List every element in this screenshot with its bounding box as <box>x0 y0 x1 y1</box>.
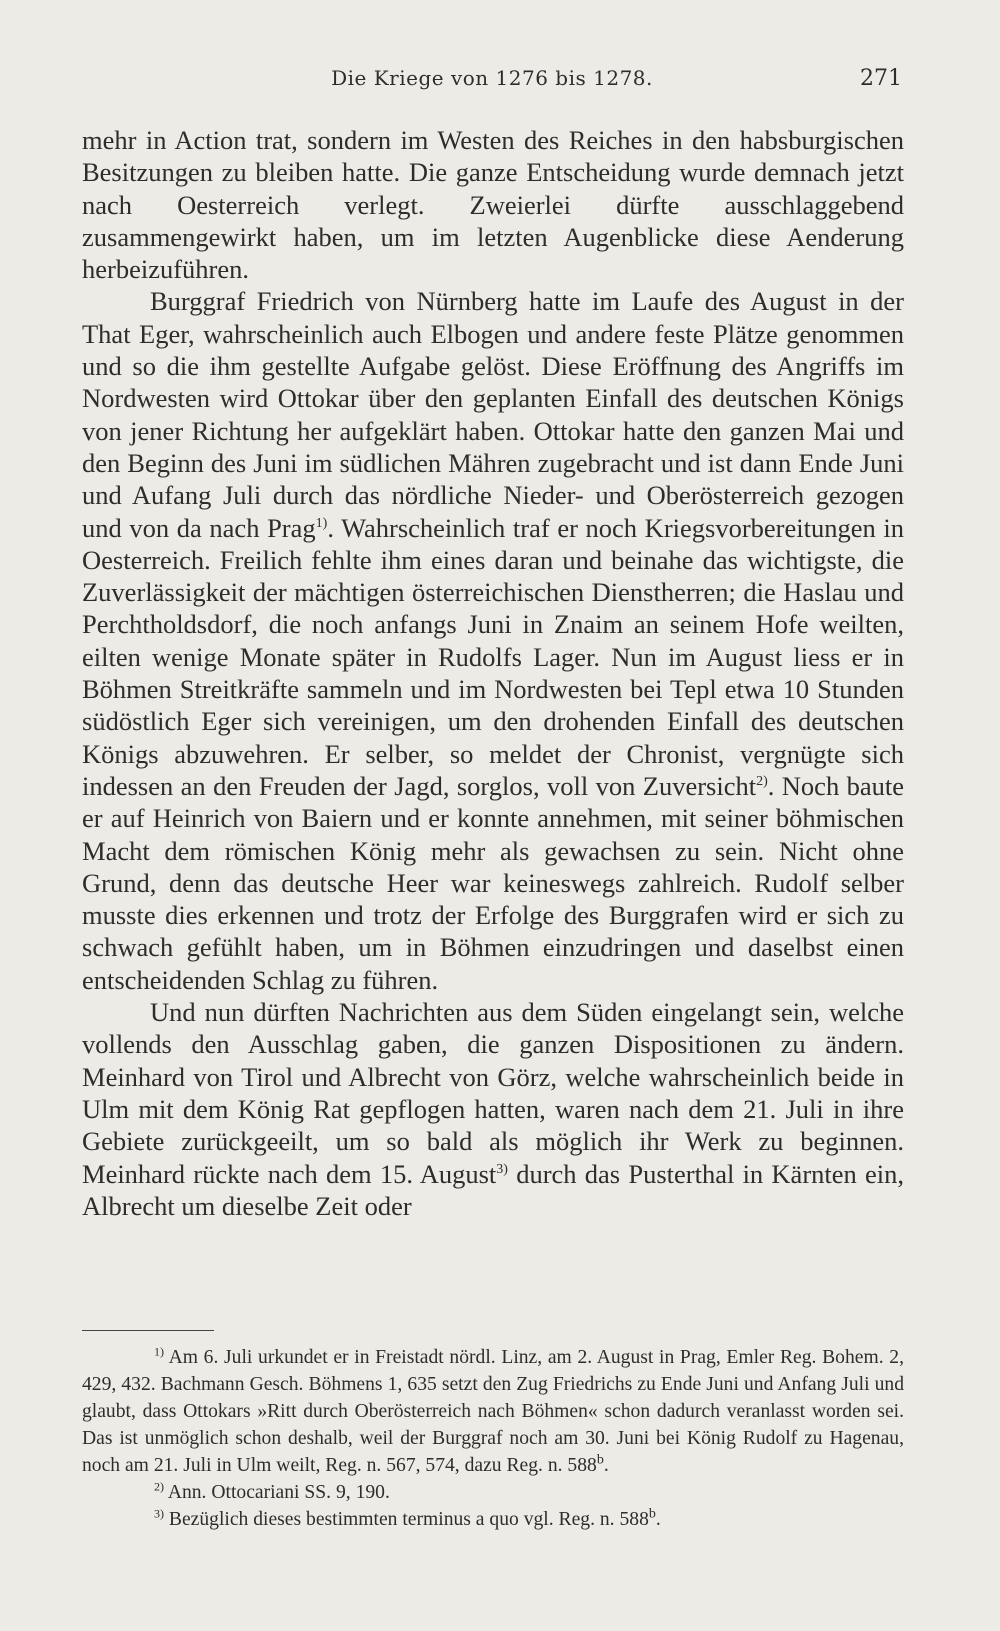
footnotes <box>82 1344 904 1533</box>
footnote-2 <box>82 1479 904 1506</box>
body-text <box>82 124 904 1222</box>
paragraph-2-part-b: . Wahrscheinlich traf er noch Kriegsvorbereitungen in Oesterreich. Freilich fehlte ihm eines daran und beinahe das wichtigste, die Zuverlässigkeit der mächtigen österreichischen Dienstherren; die Haslau und Perchtholdsdorf, die noch anfangs Juni in Znaim an seinem Hofe weilten, eilten wenige Monate später in Rudolfs Lager. Nun im August liess er in Böhmen Streitkräfte sammeln und im Nordwesten bei Tepl etwa 10 Stunden südöstlich Eger sich vereinigen, um den drohenden Einfall des deutschen Königs abzuwehren. Er selber, so meldet der Chronist, vergnügte sich indessen an den Freuden der Jagd, sorglos, voll von Zuversicht <box>82 512 904 801</box>
footnote-2-marker: 2) <box>154 1479 164 1494</box>
footnote-2-text: Ann. Ottocariani SS. 9, 190. <box>164 1482 390 1503</box>
footnote-ref-3: 3) <box>496 1161 508 1177</box>
page-header <box>82 66 902 98</box>
footnote-ref-2: 2) <box>756 774 768 790</box>
paragraph-2-part-c: . Noch baute er auf Heinrich von Baiern und er konnte annehmen, mit seiner böhmischen Macht dem römischen König mehr als gewachsen zu sein. Nicht ohne Grund, denn das deutsche Heer war keineswegs zahlreich. Rudolf selber musste dies erkennen und trotz der Erfolge des Burggrafen wird er sich zu schwach gefühlt haben, um in Böhmen einzudringen und daselbst einen entscheidenden Schlag zu führen. <box>82 770 904 995</box>
running-title: Die Kriege von 1276 bis 1278. <box>331 66 653 90</box>
paragraph-3 <box>82 996 904 1222</box>
paragraph-3-part-a: Und nun dürften Nachrichten aus dem Süden eingelangt sein, welche vollends den Ausschlag gaben, die ganzen Dispositionen zu ändern. Meinhard von Tirol und Albrecht von Görz, welche wahrscheinlich beide in Ulm mit dem König Rat gepflogen hatten, waren nach dem 21. Juli in ihre Gebiete zurückgeeilt, um so bald als möglich ihr Werk zu beginnen. Meinhard rückte nach dem 15. August <box>82 997 904 1189</box>
footnote-3-end: . <box>655 1509 661 1530</box>
footnote-3-superscript: b <box>648 1506 656 1522</box>
paragraph-3-part-b: durch das Pusterthal in Kärnten ein, Albrecht um dieselbe Zeit oder <box>82 1158 905 1221</box>
footnote-1 <box>82 1344 904 1479</box>
footnote-1-end: . <box>603 1455 609 1476</box>
footnote-1-text: Am 6. Juli urkundet er in Freistadt nördl. Linz, am 2. August in Prag, Emler Reg. Bohem. 2, 429, 432. Bachmann Gesch. Böhmens 1, 635 setzt den Zug Friedrichs zu Ende Juni und Anfang Juli und glaubt, dass Ottokars »Ritt durch Oberösterreich nach Böhmen« schon dadurch veranlasst worden sei. Das ist unmöglich schon deshalb, weil der Burggraf noch am 30. Juni bei König Rudolf zu Hagenau, noch am 21. Juli in Ulm weilt, Reg. n. 567, 574, dazu Reg. n. 588 <box>82 1347 904 1476</box>
footnote-3-marker: 3) <box>154 1506 164 1521</box>
footnote-1-superscript: b <box>596 1452 604 1468</box>
footnote-ref-1: 1) <box>315 515 328 531</box>
page-number: 271 <box>860 66 902 91</box>
footnote-divider <box>82 1330 214 1331</box>
footnote-1-marker: 1) <box>154 1344 164 1359</box>
footnote-3 <box>82 1506 904 1533</box>
paragraph-1: mehr in Action trat, sondern im Westen des Reiches in den habsburgischen Besitzungen zu bleiben hatte. Die ganze Entscheidung wurde demnach jetzt nach Oesterreich verlegt. Zweierlei dürfte ausschlaggebend zusammengewirkt haben, um im letzten Augenblicke diese Aenderung herbeizuführen. <box>82 125 904 285</box>
paragraph-2 <box>82 285 904 996</box>
paragraph-2-part-a: Burggraf Friedrich von Nürnberg hatte im Laufe des August in der That Eger, wahrscheinlich auch Elbogen und andere feste Plätze genommen und so die ihm gestellte Aufgabe gelöst. Diese Eröffnung des Angriffs im Nordwesten wird Ottokar über den geplanten Einfall des deutschen Königs von jener Richtung her aufgeklärt haben. Ottokar hatte den ganzen Mai und den Beginn des Juni im südlichen Mähren zugebracht und ist dann Ende Juni und Aufang Juli durch das nördliche Nieder- und Oberösterreich gezogen und von da nach Prag <box>82 286 904 543</box>
footnote-3-text: Bezüglich dieses bestimmten terminus a quo vgl. Reg. n. 588 <box>164 1509 649 1530</box>
